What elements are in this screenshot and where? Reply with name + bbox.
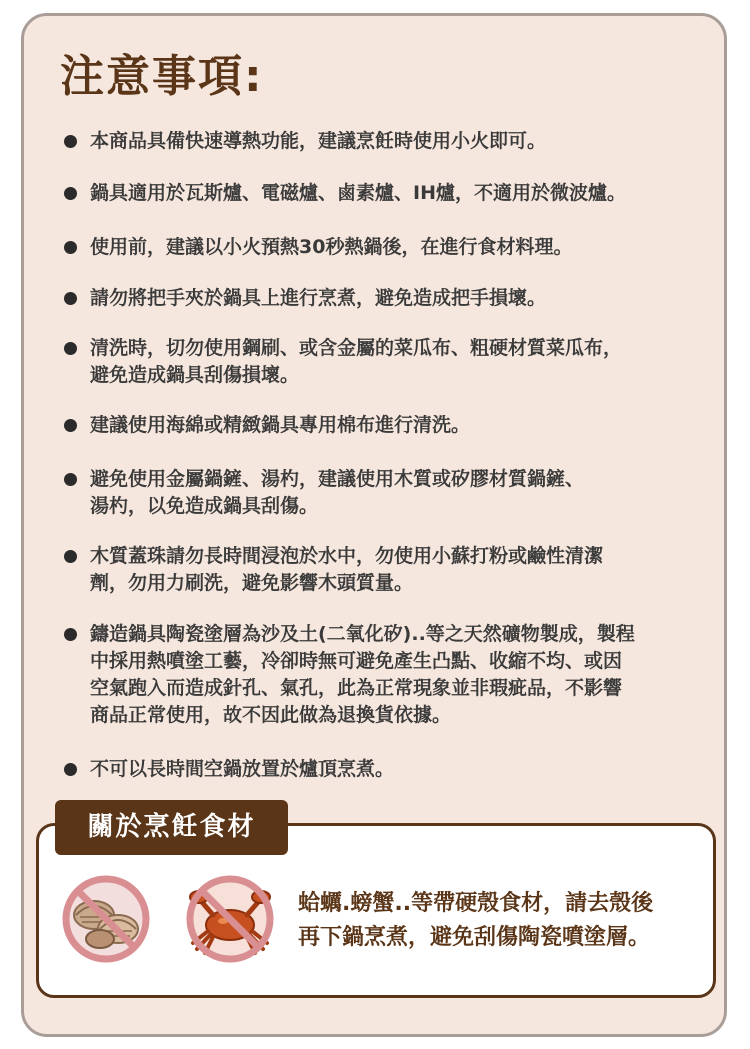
notice-item — [66, 335, 716, 389]
notice-line: 請勿將把手夾於鍋具上進行烹煮，避免造成把手損壞。 — [90, 287, 547, 309]
notice-item — [66, 128, 716, 155]
ingredient-section-title: 關於烹飪食材 — [55, 800, 288, 855]
notice-line: 避免使用金屬鍋鏟、湯杓，建議使用木質或矽膠材質鍋鏟、 — [90, 468, 585, 490]
notice-line: 商品正常使用，故不因此做為退換貨依據。 — [90, 704, 452, 726]
bullet-icon — [64, 241, 77, 254]
notice-line: 避免造成鍋具刮傷損壞。 — [90, 364, 300, 386]
notice-line: 鑄造鍋具陶瓷塗層為沙及土(二氧化矽)..等之天然礦物製成，製程 — [90, 623, 635, 645]
notice-line: 空氣跑入而造成針孔、氣孔，此為正常現象並非瑕疵品，不影響 — [90, 677, 623, 699]
notice-item — [66, 756, 716, 783]
bullet-icon — [64, 342, 77, 355]
no-crab-icon — [183, 873, 278, 965]
notice-item — [66, 285, 716, 312]
bullet-icon — [64, 763, 77, 776]
ingredient-note-line: 再下鍋烹煮，避免刮傷陶瓷噴塗層。 — [298, 925, 651, 950]
notice-item — [66, 466, 716, 520]
bullet-icon — [64, 628, 77, 641]
notice-item — [66, 412, 716, 439]
no-clams-icon — [60, 873, 152, 965]
notice-item — [66, 543, 716, 597]
bullet-icon — [64, 292, 77, 305]
bullet-icon — [64, 550, 77, 563]
notice-line: 不可以長時間空鍋放置於爐頂烹煮。 — [90, 758, 395, 780]
notice-line: 劑，勿用力刷洗，避免影響木頭質量。 — [90, 572, 414, 594]
notice-item — [66, 621, 716, 729]
bullet-icon — [64, 187, 77, 200]
bullet-icon — [64, 473, 77, 486]
notice-line: 湯杓，以免造成鍋具刮傷。 — [90, 495, 319, 517]
notice-item — [66, 234, 716, 261]
bullet-icon — [64, 419, 77, 432]
bullet-icon — [64, 135, 77, 148]
notice-line: 使用前，建議以小火預熱30秒熱鍋後，在進行食材料理。 — [90, 236, 573, 258]
notice-item — [66, 180, 716, 207]
page-title: 注意事項: — [60, 51, 264, 102]
ingredient-note — [298, 887, 708, 955]
notice-line: 鍋具適用於瓦斯爐、電磁爐、鹵素爐、IH爐，不適用於微波爐。 — [90, 182, 626, 204]
notice-line: 本商品具備快速導熱功能，建議烹飪時使用小火即可。 — [90, 130, 547, 152]
notice-line: 木質蓋珠請勿長時間浸泡於水中，勿使用小蘇打粉或鹼性清潔 — [90, 545, 604, 567]
notice-line: 建議使用海綿或精緻鍋具專用棉布進行清洗。 — [90, 414, 471, 436]
notice-line: 清洗時，切勿使用鋼刷、或含金屬的菜瓜布、粗硬材質菜瓜布， — [90, 337, 623, 359]
ingredient-note-line: 蛤蠣.螃蟹..等帶硬殼食材，請去殼後 — [298, 891, 654, 916]
notice-line: 中採用熱噴塗工藝，冷卻時無可避免產生凸點、收縮不均、或因 — [90, 650, 623, 672]
